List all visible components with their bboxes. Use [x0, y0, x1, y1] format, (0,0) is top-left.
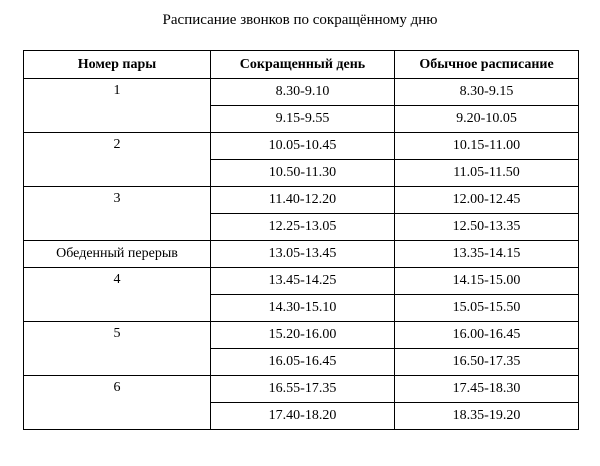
header-row [24, 51, 579, 79]
normal-time-cell: 14.15-15.00 [395, 268, 579, 295]
short-day-time-cell: 11.40-12.20 [211, 187, 395, 214]
short-day-time-cell: 17.40-18.20 [211, 403, 395, 430]
table-row [24, 133, 579, 160]
normal-time-cell: 17.45-18.30 [395, 376, 579, 403]
normal-time-cell: 10.15-11.00 [395, 133, 579, 160]
pair-number-cell: 6 [24, 376, 211, 430]
short-day-time-cell: 13.45-14.25 [211, 268, 395, 295]
normal-time-cell: 9.20-10.05 [395, 106, 579, 133]
short-day-time-cell: 12.25-13.05 [211, 214, 395, 241]
short-day-time-cell: 16.55-17.35 [211, 376, 395, 403]
normal-time-cell: 16.50-17.35 [395, 349, 579, 376]
short-day-time-cell: 10.05-10.45 [211, 133, 395, 160]
short-day-time-cell: 15.20-16.00 [211, 322, 395, 349]
normal-time-cell: 8.30-9.15 [395, 79, 579, 106]
table-row [24, 322, 579, 349]
header-normal-schedule: Обычное расписание [395, 51, 579, 79]
pair-number-cell: 2 [24, 133, 211, 187]
normal-time-cell: 16.00-16.45 [395, 322, 579, 349]
short-day-time-cell: 13.05-13.45 [211, 241, 395, 268]
short-day-time-cell: 8.30-9.10 [211, 79, 395, 106]
normal-time-cell: 18.35-19.20 [395, 403, 579, 430]
normal-time-cell: 11.05-11.50 [395, 160, 579, 187]
table-row [24, 187, 579, 214]
schedule-table [23, 50, 579, 430]
pair-number-cell: 3 [24, 187, 211, 241]
short-day-time-cell: 14.30-15.10 [211, 295, 395, 322]
short-day-time-cell: 16.05-16.45 [211, 349, 395, 376]
pair-number-cell: 4 [24, 268, 211, 322]
pair-number-cell: 5 [24, 322, 211, 376]
short-day-time-cell: 10.50-11.30 [211, 160, 395, 187]
header-pair-number: Номер пары [24, 51, 211, 79]
table-row [24, 79, 579, 106]
table-row [24, 268, 579, 295]
normal-time-cell: 12.00-12.45 [395, 187, 579, 214]
normal-time-cell: 12.50-13.35 [395, 214, 579, 241]
table-row-lunch-break [24, 241, 579, 268]
normal-time-cell: 13.35-14.15 [395, 241, 579, 268]
table-row [24, 376, 579, 403]
header-short-day: Сокращенный день [211, 51, 395, 79]
short-day-time-cell: 9.15-9.55 [211, 106, 395, 133]
lunch-break-label: Обеденный перерыв [24, 241, 211, 268]
page-title: Расписание звонков по сокращённому дню [162, 12, 438, 28]
normal-time-cell: 15.05-15.50 [395, 295, 579, 322]
pair-number-cell: 1 [24, 79, 211, 133]
